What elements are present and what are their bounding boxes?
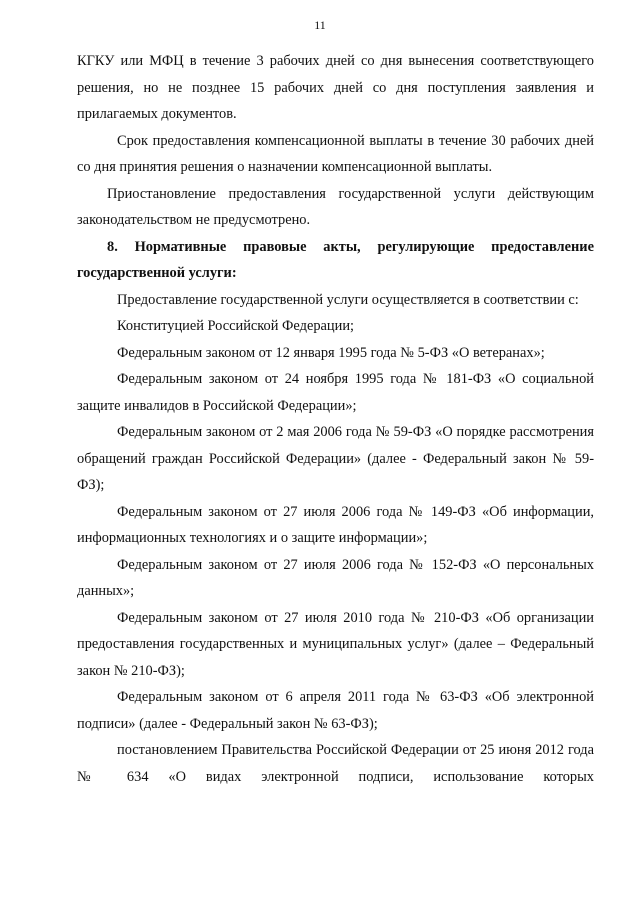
list-item-law-152-fz: Федеральным законом от 27 июля 2006 года № 152-ФЗ «О персональных данных»; — [77, 556, 594, 599]
document-body — [77, 48, 594, 817]
list-item-constitution: Конституцией Российской Федерации; — [117, 318, 355, 334]
list-item-government-decree-634: постановлением Правительства Российской Федерации от 25 июня 2012 года № 634 «О видах электронной подписи, использование которых — [77, 742, 594, 785]
page-number: 11 — [314, 18, 326, 32]
list-item-law-149-fz: Федеральным законом от 27 июля 2006 года № 149-ФЗ «Об информации, информационных технологиях и о защите информации»; — [77, 503, 594, 546]
paragraph-payment-term: Срок предоставления компенсационной выплаты в течение 30 рабочих дней со дня принятия решения о назначении компенсационной выплаты. — [77, 132, 594, 175]
paragraph-legal-basis-intro: Предоставление государственной услуги осуществляется в соответствии с: — [117, 291, 579, 308]
list-item-law-5-fz: Федеральным законом от 12 января 1995 года № 5-ФЗ «О ветеранах»; — [117, 344, 545, 361]
list-item-law-59-fz: Федеральным законом от 2 мая 2006 года № 59-ФЗ «О порядке рассмотрения обращений граждан Российской Федерации» (далее - Федеральный закон № 59-ФЗ); — [77, 424, 594, 493]
section-heading-8: 8. Нормативные правовые акты, регулирующие предоставление государственной услуги: — [77, 238, 594, 281]
paragraph-suspension: Приостановление предоставления государственной услуги действующим законодательством не предусмотрено. — [77, 185, 594, 228]
list-item-law-181-fz: Федеральным законом от 24 ноября 1995 года № 181-ФЗ «О социальной защите инвалидов в Российской Федерации»; — [77, 371, 594, 414]
list-item-law-210-fz: Федеральным законом от 27 июля 2010 года № 210-ФЗ «Об организации предоставления государственных и муниципальных услуг» (далее – Федеральный закон № 210-ФЗ); — [77, 609, 594, 679]
list-item-law-63-fz: Федеральным законом от 6 апреля 2011 года № 63-ФЗ «Об электронной подписи» (далее - Федеральный закон № 63-ФЗ); — [77, 689, 594, 732]
paragraph-decision-term: КГКУ или МФЦ в течение 3 рабочих дней со дня вынесения соответствующего решения, но не позднее 15 рабочих дней со дня поступления заявления и прилагаемых документов. — [77, 53, 594, 122]
